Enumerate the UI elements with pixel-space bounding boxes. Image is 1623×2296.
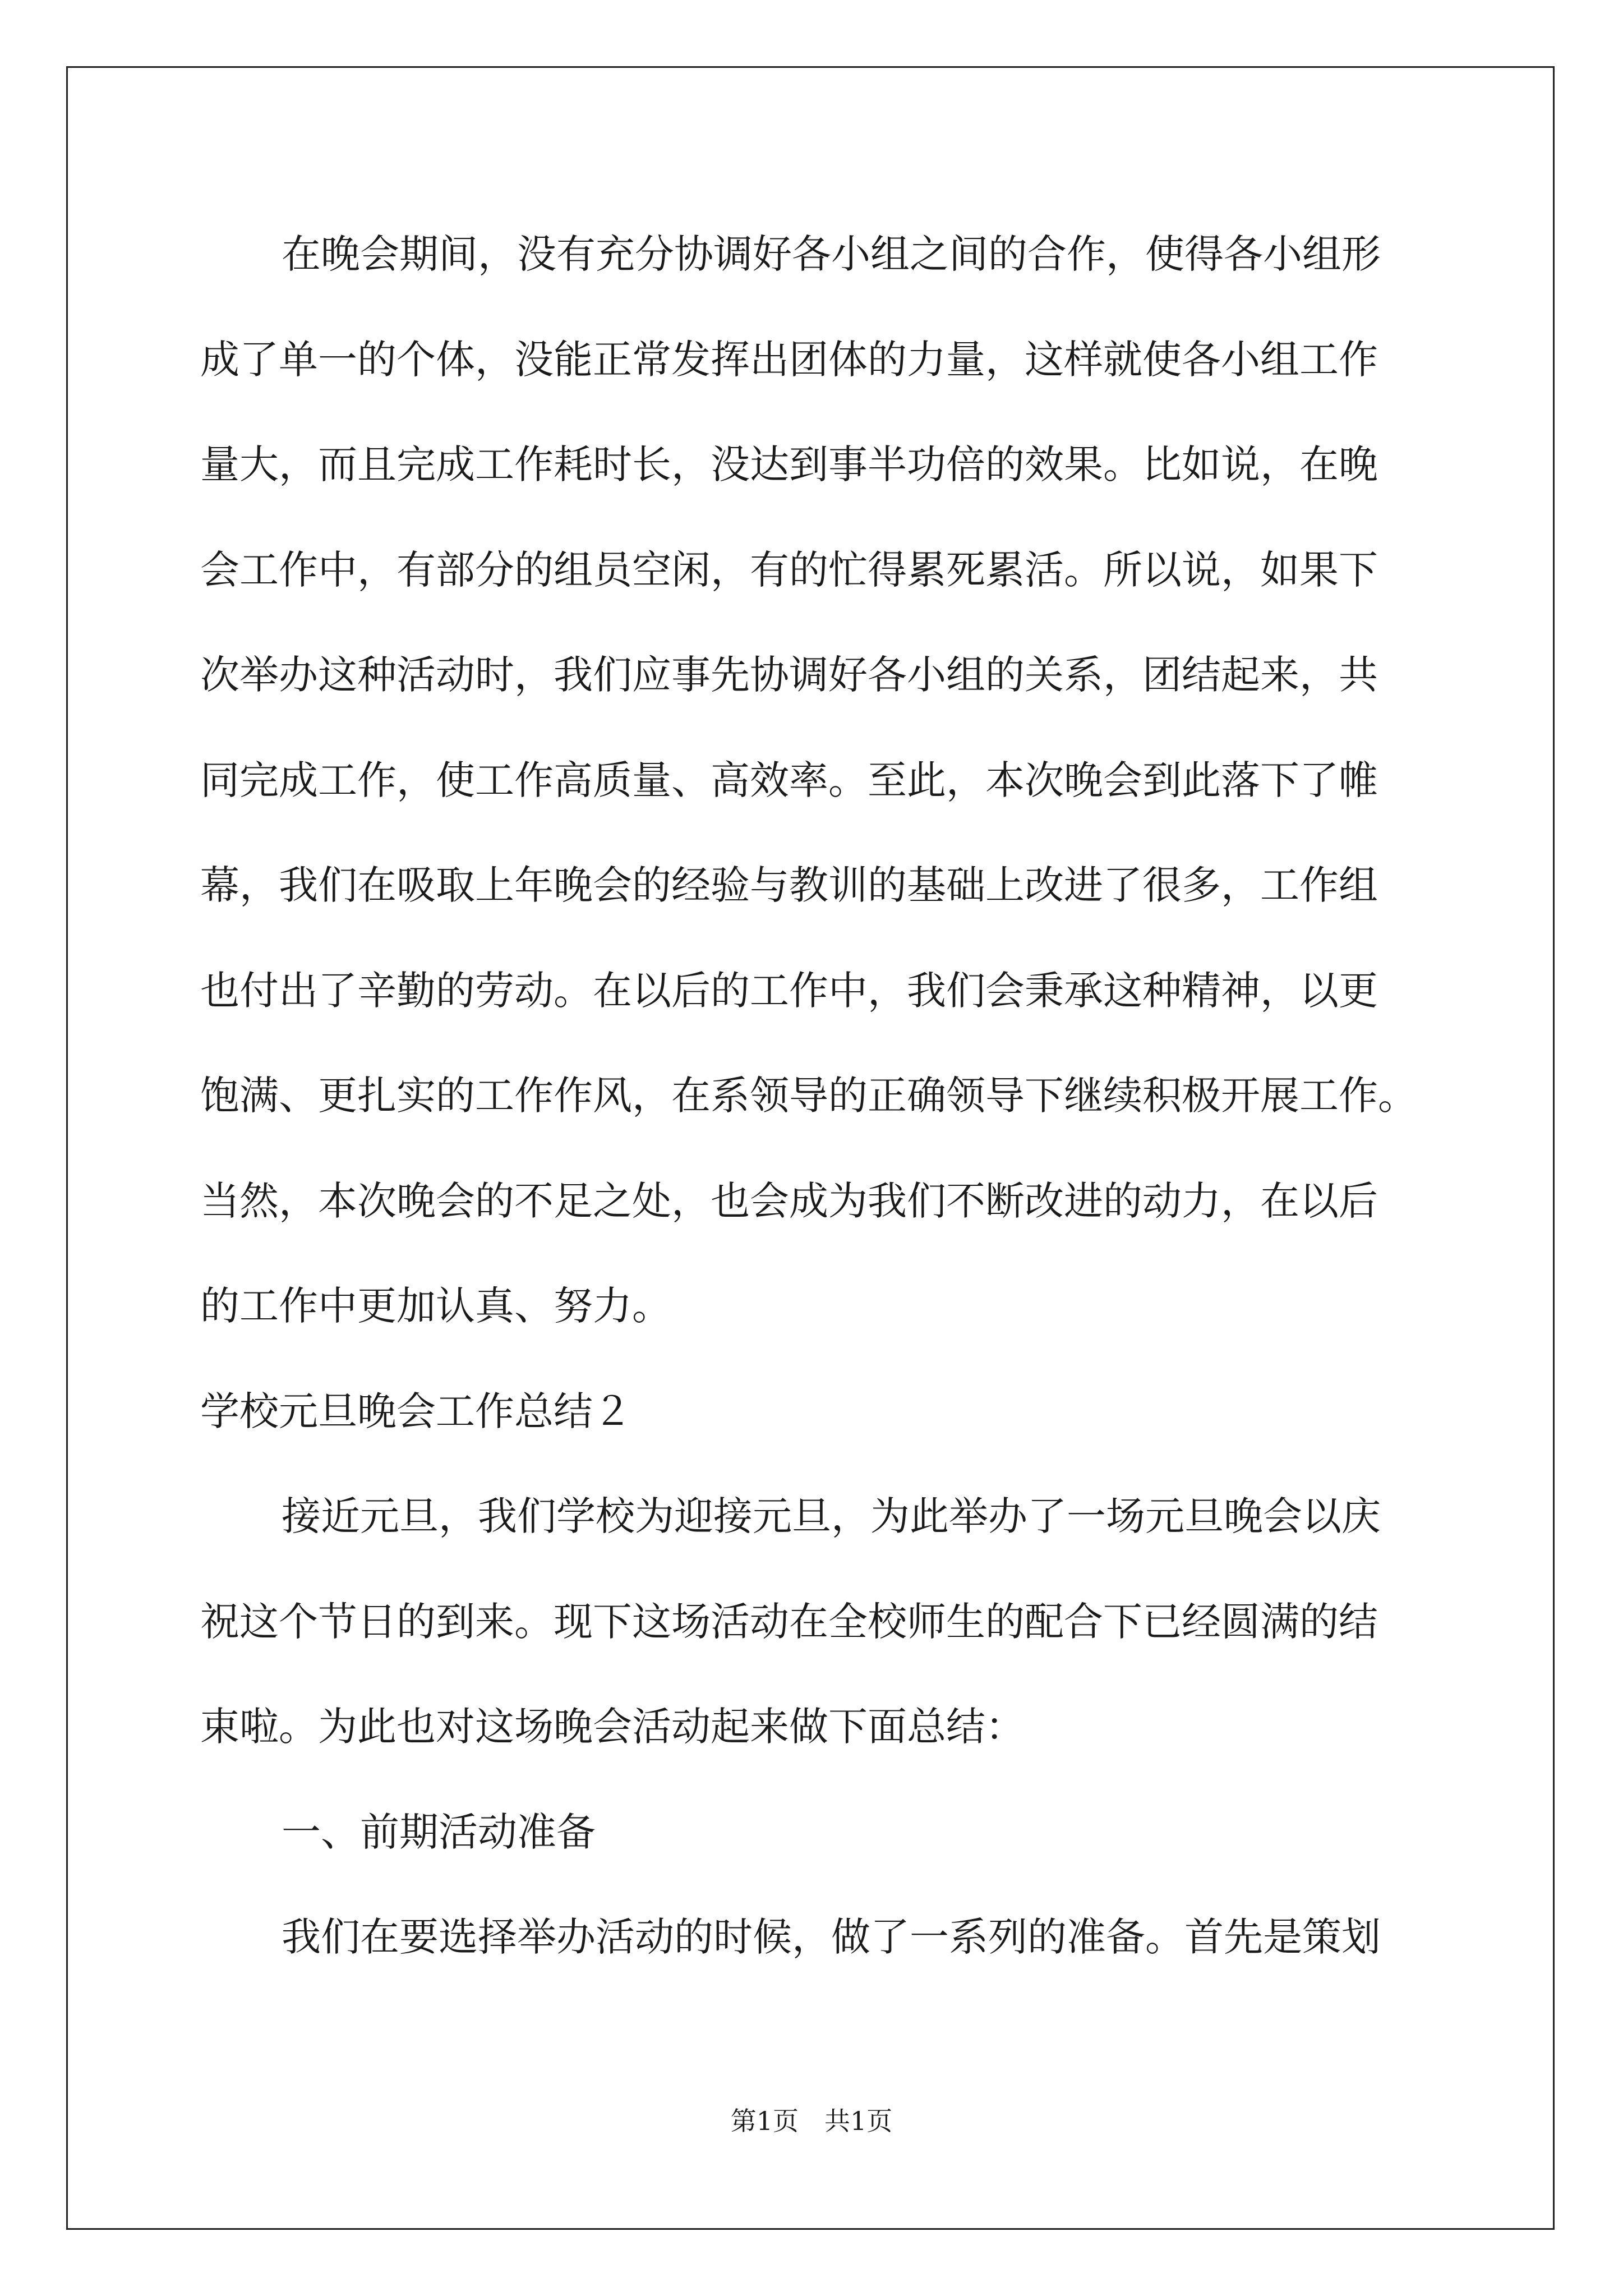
- paragraph-line: 也付出了辛勤的劳动。在以后的工作中，我们会秉承这种精神，以更: [200, 967, 1378, 1014]
- paragraph-line: 当然，本次晚会的不足之处，也会成为我们不断改进的动力，在以后: [200, 1177, 1378, 1224]
- paragraph-line: 量大，而且完成工作耗时长，没达到事半功倍的效果。比如说，在晚: [200, 441, 1378, 487]
- paragraph-line: 幕，我们在吸取上年晚会的经验与教训的基础上改进了很多，工作组: [200, 862, 1378, 908]
- paragraph-line: 束啦。为此也对这场晚会活动起来做下面总结：: [200, 1704, 1025, 1750]
- page-footer: 第1页 共1页: [730, 2106, 893, 2136]
- paragraph-line: 我们在要选择举办活动的时候，做了一系列的准备。首先是策划: [282, 1914, 1381, 1960]
- section-title: 学校元旦晚会工作总结２: [200, 1388, 632, 1434]
- subsection-heading: 一、前期活动准备: [282, 1809, 596, 1855]
- paragraph-line: 会工作中，有部分的组员空闲，有的忙得累死累活。所以说，如果下: [200, 546, 1378, 593]
- paragraph-line: 接近元旦，我们学校为迎接元旦，为此举办了一场元旦晚会以庆: [282, 1493, 1381, 1539]
- paragraph-line: 的工作中更加认真、努力。: [200, 1283, 671, 1329]
- paragraph-line: 祝这个节日的到来。现下这场活动在全校师生的配合下已经圆满的结: [200, 1598, 1378, 1645]
- paragraph-line: 饱满、更扎实的工作作风，在系领导的正确领导下继续积极开展工作。: [200, 1073, 1417, 1119]
- document-body: [200, 202, 1434, 1990]
- paragraph-line: 成了单一的个体，没能正常发挥出团体的力量，这样就使各小组工作: [200, 336, 1378, 383]
- paragraph-line: 同完成工作，使工作高质量、高效率。至此，本次晚会到此落下了帷: [200, 757, 1378, 803]
- paragraph-line: 次举办这种活动时，我们应事先协调好各小组的关系，团结起来，共: [200, 652, 1378, 698]
- paragraph-line: 在晚会期间，没有充分协调好各小组之间的合作，使得各小组形: [282, 231, 1381, 277]
